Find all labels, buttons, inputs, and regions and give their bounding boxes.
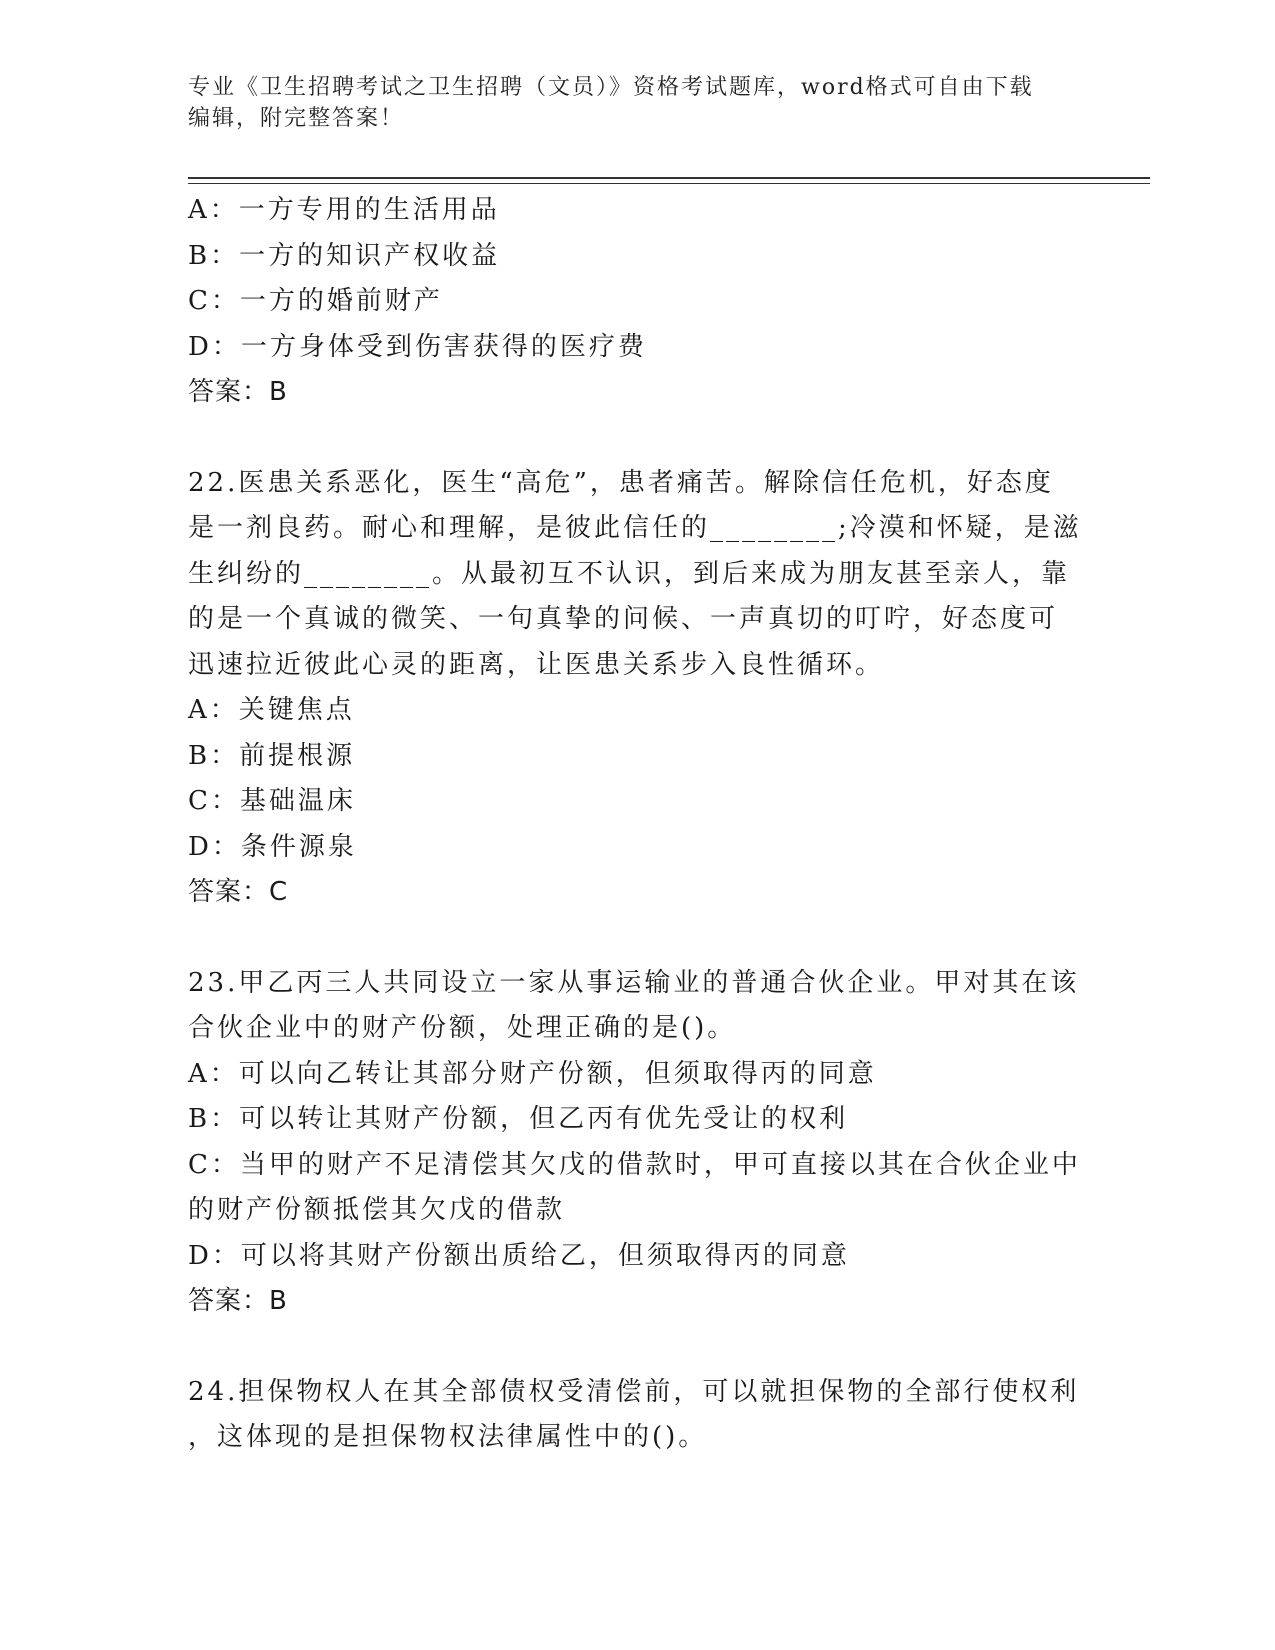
question-text-line: 的是一个真诚的微笑、一句真挚的问候、一声真切的叮咛，好态度可 (188, 604, 1059, 634)
header-rule-thin (188, 183, 1150, 184)
answer-line: 答案：B (188, 1286, 288, 1316)
option-a: A：可以向乙转让其部分财产份额，但须取得丙的同意 (188, 1058, 877, 1089)
option-b: B：前提根源 (188, 740, 356, 771)
header-line-2: 编辑，附完整答案！ (188, 106, 405, 131)
option-d: D：条件源泉 (188, 831, 357, 862)
question-text-line: 23.甲乙丙三人共同设立一家从事运输业的普通合伙企业。甲对其在该 (188, 967, 1080, 998)
option-c: C：一方的婚前财产 (188, 286, 443, 316)
question-text-line: 生纠纷的________。从最初互不认识，到后来成为朋友甚至亲人，靠 (188, 558, 1071, 589)
spacer (188, 916, 1068, 961)
option-c-continued: 的财产份额抵偿其欠戊的借款 (188, 1195, 566, 1225)
option-d: D：可以将其财产份额出质给乙，但须取得丙的同意 (188, 1240, 850, 1271)
header-rule-thick (188, 177, 1150, 179)
document-header (188, 72, 1068, 134)
option-c: C：当甲的财产不足清偿其欠戊的借款时，甲可直接以其在合伙企业中 (188, 1149, 1081, 1180)
option-d: D：一方身体受到伤害获得的医疗费 (188, 331, 647, 362)
question-24-block (188, 1370, 1080, 1461)
question-content (188, 188, 1082, 1461)
question-23-block (188, 961, 1081, 1325)
answer-line: 答案：B (188, 377, 288, 407)
question-text-line: 22.医患关系恶化，医生“高危”，患者痛苦。解除信任危机，好态度 (188, 467, 1054, 498)
question-text-line: ，这体现的是担保物权法律属性中的()。 (188, 1422, 708, 1452)
header-line-1: 专业《卫生招聘考试之卫生招聘（文员）》资格考试题库，word格式可自由下载 (188, 75, 1034, 100)
question-22-block (188, 461, 1082, 916)
answer-line: 答案：C (188, 877, 289, 907)
question-text-line: 是一剂良药。耐心和理解，是彼此信任的________;冷漠和怀疑，是滋 (188, 513, 1082, 543)
question-text-line: 迅速拉近彼此心灵的距离，让医患关系步入良性循环。 (188, 649, 885, 680)
question-text-line: 24.担保物权人在其全部债权受清偿前，可以就担保物的全部行使权利 (188, 1376, 1080, 1407)
option-c: C：基础温床 (188, 786, 356, 816)
spacer (188, 1325, 1068, 1370)
option-a: A：关键焦点 (188, 695, 355, 725)
option-b: B：可以转让其财产份额，但乙丙有优先受让的权利 (188, 1104, 849, 1134)
option-b: B：一方的知识产权收益 (188, 240, 501, 271)
option-a: A：一方专用的生活用品 (188, 195, 500, 225)
question-21-block (188, 188, 1068, 416)
spacer (188, 416, 1068, 461)
question-text-line: 合伙企业中的财产份额，处理正确的是()。 (188, 1013, 737, 1043)
